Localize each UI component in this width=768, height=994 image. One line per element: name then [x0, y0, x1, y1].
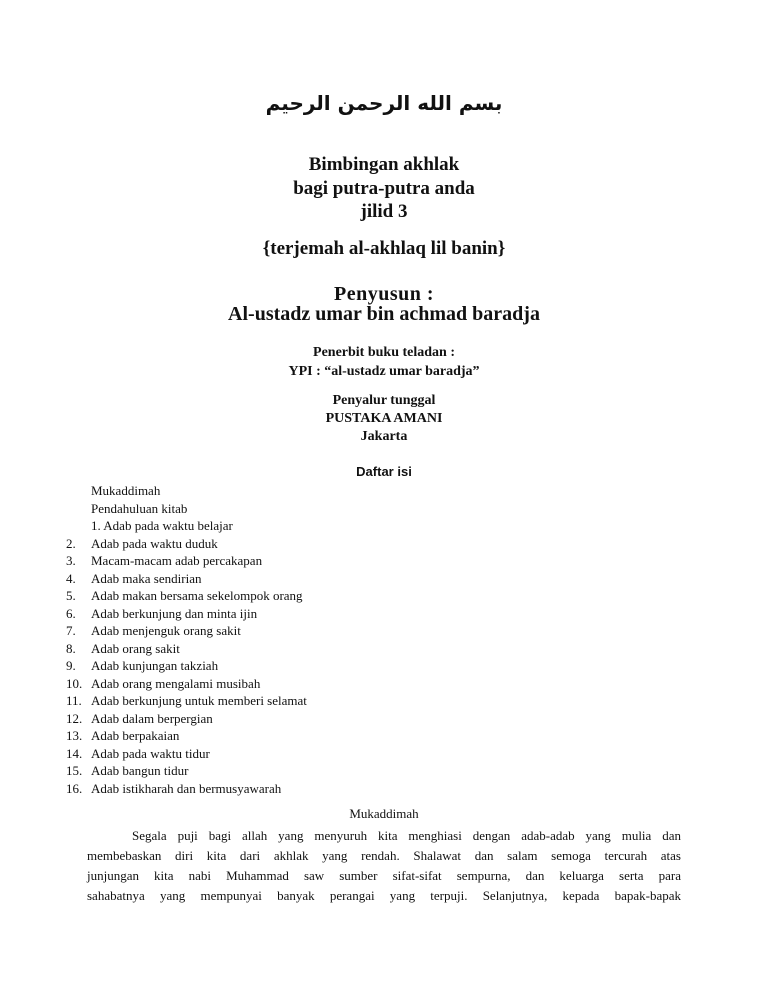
toc-item-number: 12. [66, 710, 83, 726]
paragraph-line: sahabatnya yang mempunyai banyak perangai yang terpuji. Selanjutnya, kepada bapak-bapak [87, 888, 681, 903]
toc-item-text: Adab maka sendirian [91, 570, 202, 586]
toc-item-text: 1. Adab pada waktu belajar [91, 518, 233, 533]
toc-item-number: 9. [66, 658, 76, 673]
toc-item-text: Mukaddimah [91, 483, 161, 498]
publisher-name: YPI : “al-ustadz umar baradja” [288, 364, 480, 379]
paragraph-line: membebaskan diri kita dari akhlak yang rendah. Shalawat dan salam semoga tercurah atas [87, 848, 681, 863]
toc-item-text: Adab pada waktu duduk [91, 535, 218, 551]
toc-item-number: 7. [66, 623, 76, 638]
toc-item-text: Adab kunjungan takziah [91, 658, 219, 673]
toc-item-text: Adab dalam berpergian [91, 710, 213, 726]
toc-item-text: Pendahuluan kitab [91, 500, 188, 516]
toc-item-number: 10. [66, 675, 83, 691]
toc-item-text: Adab pada waktu tidur [91, 745, 210, 761]
toc-item-text: Adab orang sakit [91, 640, 180, 656]
toc-item-text: Adab istikharah dan bermusyawarah [91, 780, 282, 796]
toc-item-number: 2. [66, 535, 76, 551]
book-volume: jilid 3 [360, 201, 408, 222]
book-title-line-1: Bimbingan akhlak [308, 154, 460, 175]
toc-item-number: 3. [66, 553, 76, 568]
book-title-line-2: bagi putra-putra anda [293, 178, 475, 199]
toc-item-text: Adab bangun tidur [91, 763, 189, 778]
paragraph-line: junjungan kita nabi Muhammad saw sumber sifat-sifat sempurna, dan keluarga serta para [87, 868, 681, 883]
publisher-label: Penerbit buku teladan : [313, 345, 455, 360]
distributor-name: PUSTAKA AMANI [325, 411, 443, 426]
toc-item-number: 6. [66, 605, 76, 621]
distributor-label: Penyalur tunggal [332, 393, 436, 408]
toc-item-number: 8. [66, 640, 76, 656]
toc-item-text: Adab berpakaian [91, 728, 180, 743]
paragraph-line: Segala puji bagi allah yang menyuruh kita menghiasi dengan adab-adab yang mulia dan [132, 828, 681, 843]
toc-item-number: 13. [66, 728, 83, 743]
author-label: Penyusun : [333, 283, 435, 305]
toc-item-number: 16. [66, 780, 83, 796]
body-paragraph [87, 826, 681, 906]
book-subtitle: {terjemah al-akhlaq lil banin} [262, 238, 506, 259]
toc-item-text: Adab makan bersama sekelompok orang [91, 588, 303, 603]
toc-item-text: Adab berkunjung untuk memberi selamat [91, 693, 307, 708]
toc-item-text: Adab menjenguk orang sakit [91, 623, 241, 638]
toc-item-number: 5. [66, 588, 76, 603]
toc-item-number: 11. [66, 693, 82, 708]
toc-item-text: Macam-macam adab percakapan [91, 553, 263, 568]
toc-item-number: 15. [66, 763, 83, 778]
section-title: Mukaddimah [349, 806, 419, 821]
toc-title: Daftar isi [356, 464, 412, 479]
toc-item-number: 4. [66, 570, 76, 586]
author-name: Al-ustadz umar bin achmad baradja [228, 303, 540, 325]
toc-item-text: Adab orang mengalami musibah [91, 675, 261, 691]
distributor-city: Jakarta [360, 429, 408, 444]
toc-item-text: Adab berkunjung dan minta ijin [91, 605, 258, 621]
toc-item-number: 14. [66, 745, 83, 761]
basmalah: بسم الله الرحمن الرحيم [265, 91, 503, 115]
